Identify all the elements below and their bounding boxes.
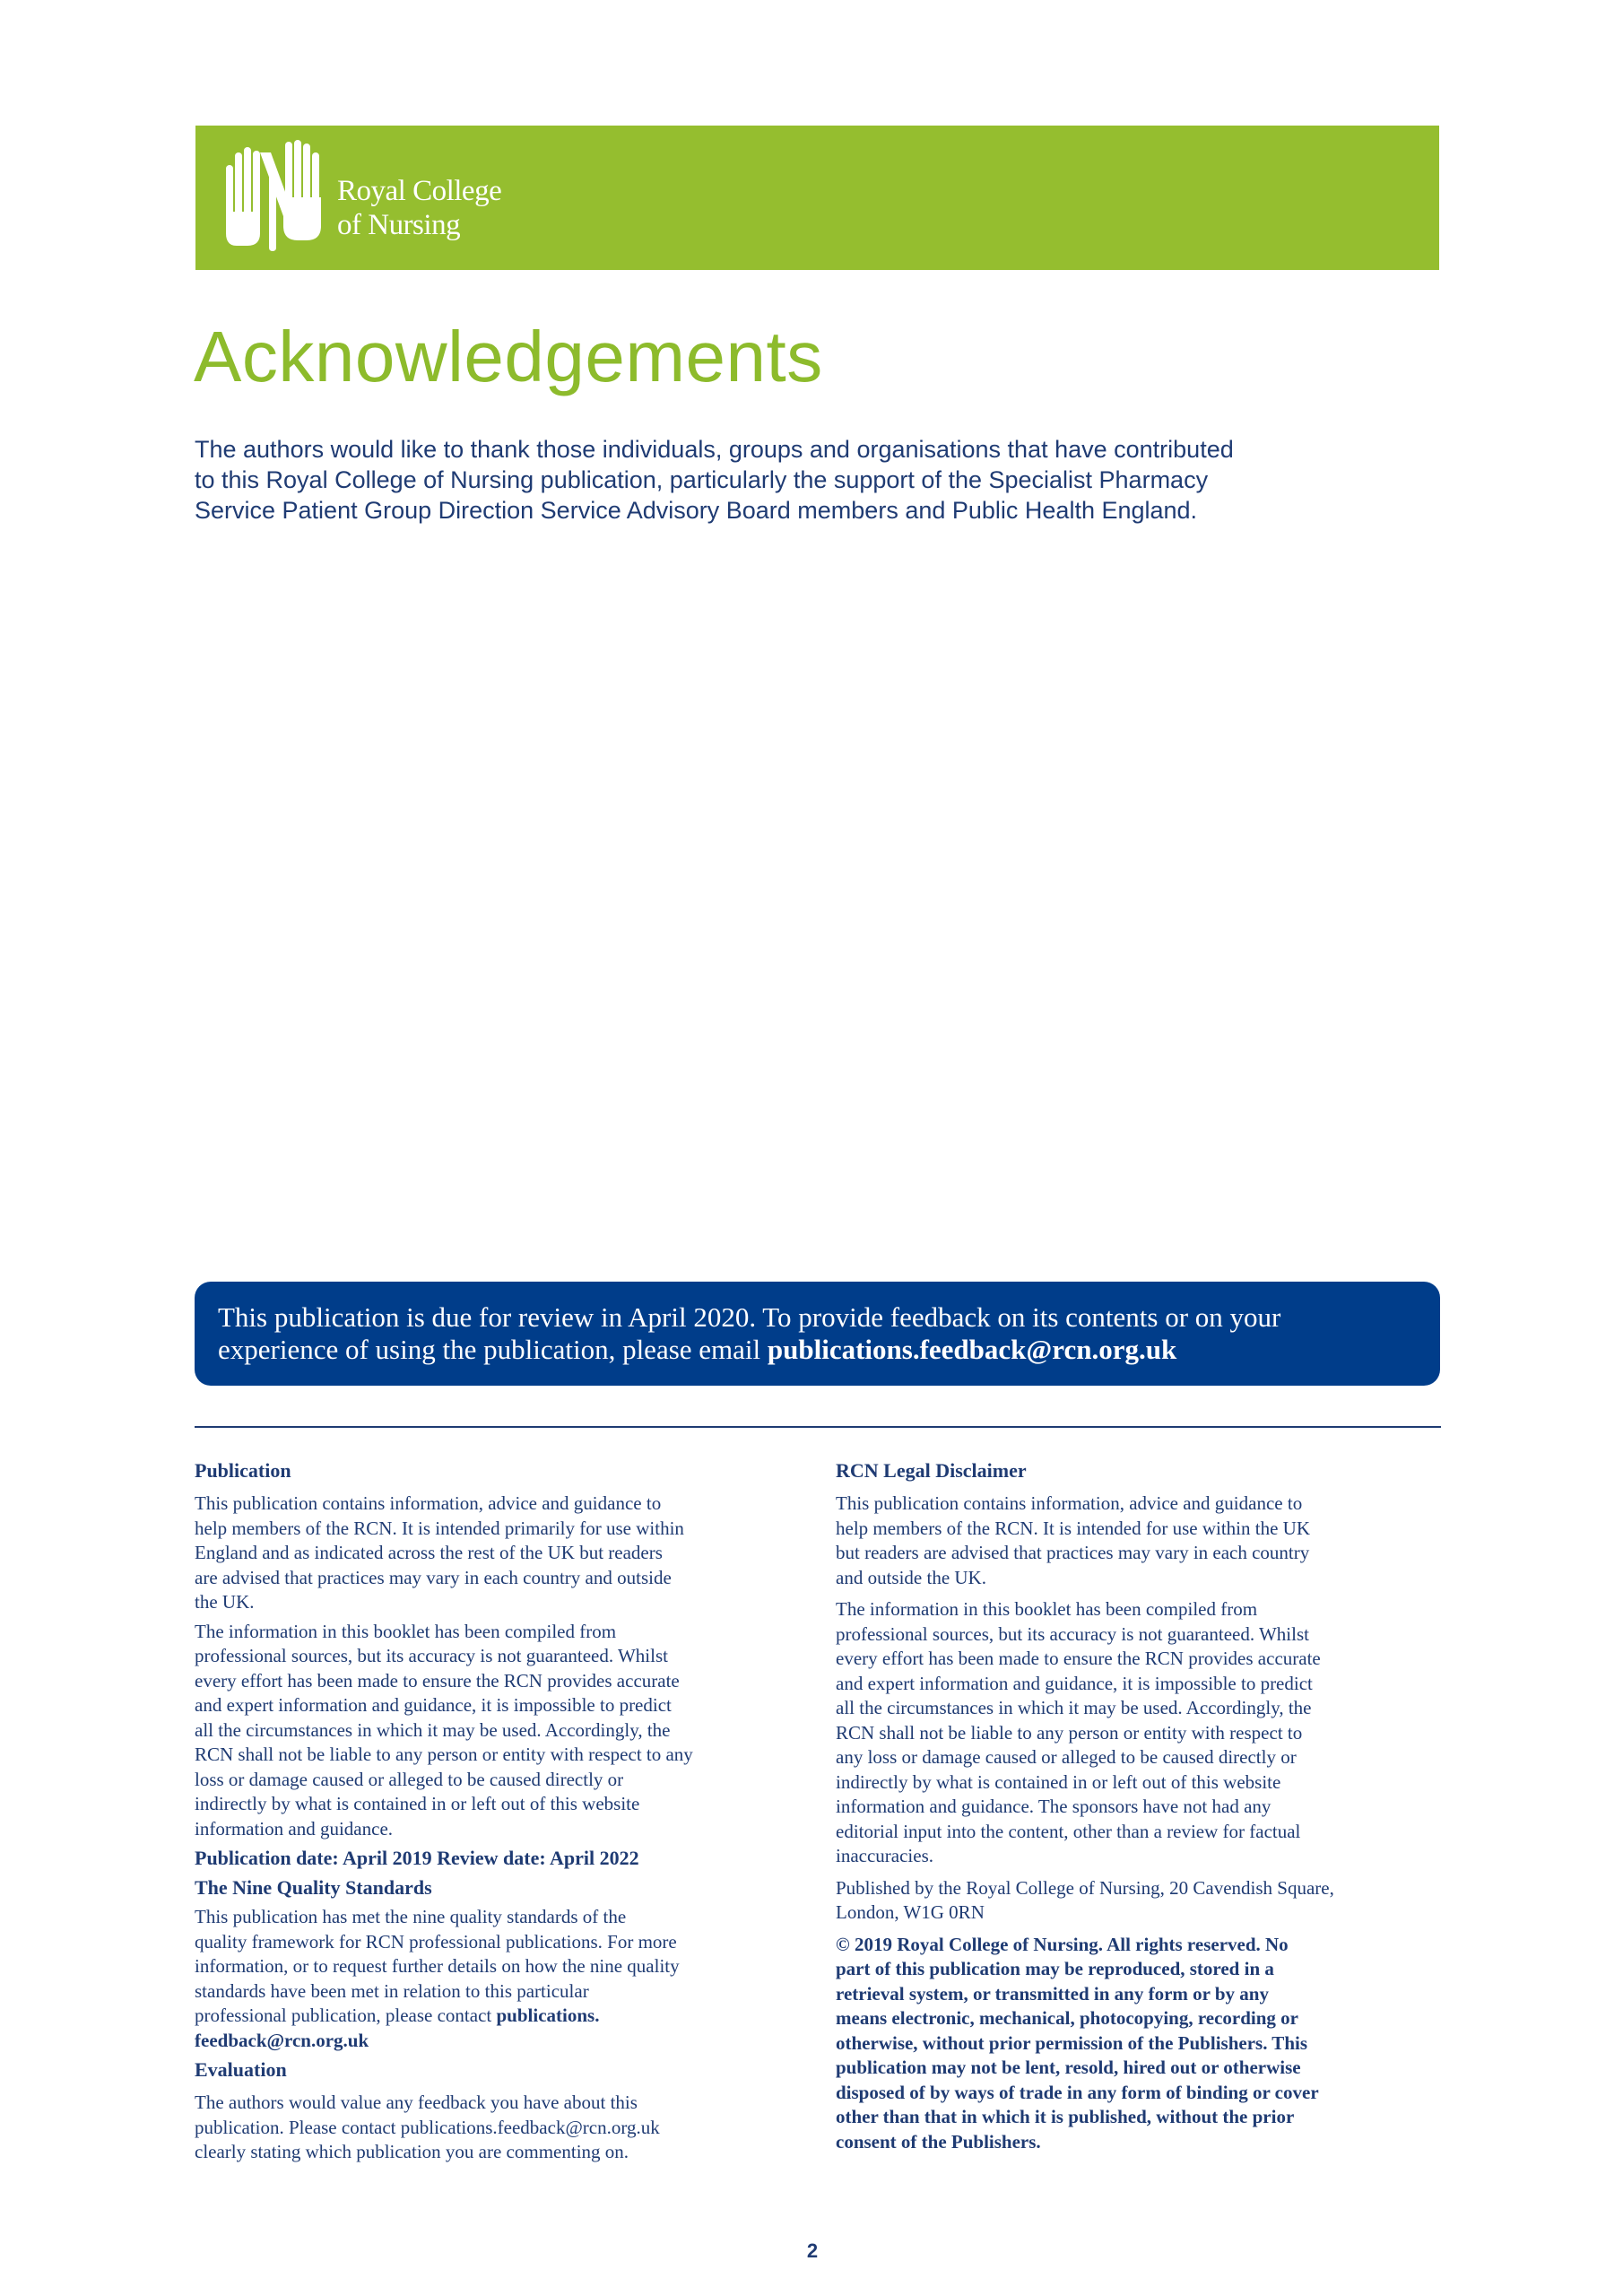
- text-line: loss or damage caused or alleged to be caused directly or: [195, 1768, 624, 1790]
- text-line: © 2019 Royal College of Nursing. All rights reserved. No: [836, 1933, 1289, 1955]
- text-line: all the circumstances in which it may be used. Accordingly, the: [195, 1718, 671, 1741]
- rcn-hands-logo-icon: [224, 140, 323, 253]
- text-line: means electronic, mechanical, photocopying, recording or: [836, 2007, 1298, 2029]
- review-notice-prefix: experience of using the publication, please email: [218, 1334, 768, 1365]
- text-line: part of this publication may be reproduced, stored in a: [836, 1958, 1274, 1979]
- text-line: RCN shall not be liable to any person or entity with respect to any: [195, 1744, 693, 1765]
- text-line: and outside the UK.: [836, 1566, 986, 1588]
- text-line: all the circumstances in which it may be used. Accordingly, the: [836, 1697, 1312, 1718]
- page-number: 2: [806, 2239, 819, 2262]
- text-line: disposed of by ways of trade in any form of binding or cover: [836, 2081, 1319, 2103]
- published-by: [836, 1876, 1445, 1926]
- text-line: This publication contains information, advice and guidance to: [836, 1492, 1303, 1514]
- text-line: London, W1G 0RN: [836, 1901, 985, 1923]
- text-line: Published by the Royal College of Nursing, 20 Cavendish Square,: [836, 1876, 1334, 1899]
- logo-line-2: of Nursing: [337, 209, 461, 241]
- text-line: clearly stating which publication you are commenting on.: [195, 2141, 629, 2162]
- evaluation-heading: Evaluation: [195, 2058, 287, 2081]
- text-line: otherwise, without prior permission of the Publishers. This: [836, 2031, 1308, 2054]
- text-line: help members of the RCN. It is intended for use within the UK: [836, 1517, 1310, 1539]
- text-line: and expert information and guidance, it is impossible to predict: [195, 1694, 672, 1716]
- text-line: The information in this booklet has been compiled from: [836, 1598, 1258, 1620]
- text-line: RCN shall not be liable to any person or entity with respect to: [836, 1721, 1303, 1744]
- left-column: [195, 1458, 822, 2165]
- text-line: indirectly by what is contained in or left out of this website: [836, 1770, 1281, 1793]
- text-line: indirectly by what is contained in or left out of this website: [195, 1793, 640, 1814]
- text-line: standards have been met in relation to this particular: [195, 1979, 589, 2002]
- intro-line: The authors would like to thank those individuals, groups and organisations that have contributed: [195, 436, 1234, 463]
- feedback-email-link[interactable]: publications.feedback@rcn.org.uk: [767, 1334, 1177, 1365]
- text-line: inaccuracies.: [836, 1845, 934, 1866]
- quality-standards-paragraph: [195, 1905, 822, 2053]
- header-band: [195, 126, 1439, 270]
- text-line: consent of the Publishers.: [836, 2130, 1041, 2152]
- text-line: every effort has been made to ensure the RCN provides accurate: [195, 1669, 680, 1692]
- text-line: professional sources, but its accuracy is not guaranteed. Whilst: [195, 1645, 668, 1666]
- text-line: and expert information and guidance, it is impossible to predict: [836, 1672, 1313, 1694]
- quality-contact-prefix: professional publication, please contact: [195, 2005, 497, 2026]
- right-column: [836, 1458, 1445, 2154]
- text-line: other than that in which it is published, without the prior: [836, 2106, 1295, 2127]
- text-line: information and guidance.: [195, 1817, 394, 1839]
- quality-standards-heading: The Nine Quality Standards: [195, 1876, 432, 1899]
- quality-email-link-part-1[interactable]: publications.: [496, 2005, 600, 2026]
- text-line: England and as indicated across the rest of the UK but readers: [195, 1542, 663, 1563]
- text-line: publication may not be lent, resold, hired out or otherwise: [836, 2057, 1301, 2078]
- evaluation-paragraph: [195, 2091, 822, 2165]
- intro-paragraph: [195, 434, 1441, 526]
- quality-email-link-part-2[interactable]: feedback@rcn.org.uk: [195, 2029, 369, 2051]
- publication-dates: Publication date: April 2019 Review date: April 2022: [195, 1847, 639, 1869]
- text-line: This publication contains information, advice and guidance to: [195, 1492, 662, 1514]
- publication-paragraph-1: [195, 1492, 822, 1615]
- review-notice-line-2: [218, 1333, 1176, 1366]
- text-line: professional sources, but its accuracy is not guaranteed. Whilst: [836, 1622, 1309, 1645]
- text-line: publication. Please contact publications.feedback@rcn.org.uk: [195, 2116, 660, 2138]
- text-line: every effort has been made to ensure the RCN provides accurate: [836, 1648, 1321, 1669]
- text-line: but readers are advised that practices may vary in each country: [836, 1542, 1310, 1563]
- text-line: editorial input into the content, other than a review for factual: [836, 1820, 1301, 1842]
- text-line: information, or to request further details on how the nine quality: [195, 1955, 680, 1977]
- text-line: are advised that practices may vary in each country and outside: [195, 1566, 672, 1588]
- logo-wordmark: [337, 174, 501, 242]
- page-title: Acknowledgements: [194, 317, 823, 396]
- text-line: [195, 2004, 822, 2029]
- text-line: information and guidance. The sponsors have not had any: [836, 1796, 1271, 1817]
- publication-paragraph-2: [195, 1620, 822, 1842]
- publication-heading: Publication: [195, 1459, 291, 1482]
- text-line: This publication has met the nine quality standards of the: [195, 1906, 627, 1927]
- copyright-notice: [836, 1933, 1445, 2155]
- review-notice-box: [195, 1282, 1440, 1386]
- intro-line: Service Patient Group Direction Service Advisory Board members and Public Health England.: [195, 497, 1198, 524]
- disclaimer-paragraph-2: [836, 1597, 1445, 1869]
- review-notice-line-1: This publication is due for review in April 2020. To provide feedback on its contents or on your: [218, 1301, 1281, 1333]
- text-line: retrieval system, or transmitted in any form or by any: [836, 1982, 1269, 2005]
- section-divider: [195, 1426, 1441, 1428]
- legal-disclaimer-heading: RCN Legal Disclaimer: [836, 1459, 1027, 1482]
- text-line: help members of the RCN. It is intended primarily for use within: [195, 1517, 684, 1539]
- text-line: the UK.: [195, 1591, 255, 1613]
- text-line: quality framework for RCN professional publications. For more: [195, 1930, 677, 1952]
- text-line: The information in this booklet has been compiled from: [195, 1620, 617, 1642]
- logo-line-1: Royal College: [337, 175, 502, 207]
- intro-line: to this Royal College of Nursing publication, particularly the support of the Specialist Pharmacy: [195, 466, 1209, 493]
- text-line: The authors would value any feedback you have about this: [195, 2092, 638, 2113]
- text-line: any loss or damage caused or alleged to be caused directly or: [836, 1746, 1297, 1768]
- disclaimer-paragraph-1: [836, 1492, 1445, 1590]
